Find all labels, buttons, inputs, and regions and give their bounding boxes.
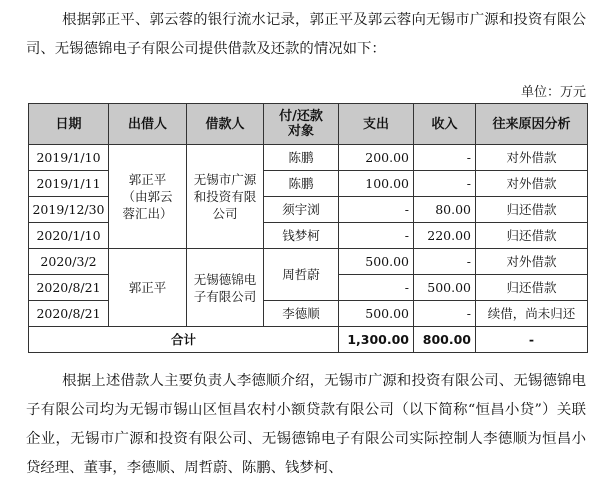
cell-in: - bbox=[414, 145, 476, 171]
second-paragraph-text: 根据上述借款人主要负责人李德顺介绍，无锡市广源和投资有限公司、无锡德锦电子有限公司均为无锡市锡山区恒昌农村小额贷款有限公司（以下简称“恒昌小贷”）关联企业，无锡市广源和投资有限公司、无锡德锦电子有限公司实际控制人李德顺为恒昌小贷经理、董事，李德顺、周哲蔚、陈鹏、钱梦柯、 bbox=[26, 373, 586, 476]
cell-date: 2020/8/21 bbox=[29, 301, 109, 327]
total-label: 合计 bbox=[29, 327, 339, 353]
total-in: 800.00 bbox=[414, 327, 476, 353]
cell-counterparty: 陈鹏 bbox=[264, 171, 339, 197]
cell-out: 500.00 bbox=[339, 249, 414, 275]
borrower-text: 无锡德锦电子有限公司 bbox=[193, 271, 257, 304]
cell-out: 200.00 bbox=[339, 145, 414, 171]
cell-reason: 对外借款 bbox=[476, 249, 588, 275]
cell-counterparty: 陈鹏 bbox=[264, 145, 339, 171]
intro-paragraph-text: 根据郭正平、郭云蓉的银行流水记录，郭正平及郭云蓉向无锡市广源和投资有限公司、无锡德锦电子有限公司提供借款及还款的情况如下： bbox=[26, 12, 586, 57]
header-counterparty bbox=[264, 104, 339, 145]
cell-in: 80.00 bbox=[414, 197, 476, 223]
unit-note: 单位：万元 bbox=[520, 85, 586, 100]
total-reason: - bbox=[476, 327, 588, 353]
loan-table bbox=[28, 103, 588, 353]
cell-date: 2020/1/10 bbox=[29, 223, 109, 249]
header-in: 收入 bbox=[414, 104, 476, 145]
cell-counterparty: 李德顺 bbox=[264, 301, 339, 327]
table-row bbox=[29, 145, 588, 171]
header-reason: 往来原因分析 bbox=[476, 104, 588, 145]
cell-reason: 对外借款 bbox=[476, 171, 588, 197]
cell-counterparty: 钱梦柯 bbox=[264, 223, 339, 249]
cell-borrower bbox=[187, 145, 264, 249]
cell-in: - bbox=[414, 171, 476, 197]
total-row bbox=[29, 327, 588, 353]
cell-counterparty: 周哲蔚 bbox=[264, 249, 339, 301]
cell-date: 2020/3/2 bbox=[29, 249, 109, 275]
header-out: 支出 bbox=[339, 104, 414, 145]
cell-out: - bbox=[339, 197, 414, 223]
cell-borrower bbox=[187, 249, 264, 327]
header-counterparty-text: 付/还款对象 bbox=[279, 109, 323, 139]
cell-counterparty: 须宇浏 bbox=[264, 197, 339, 223]
cell-out: 500.00 bbox=[339, 301, 414, 327]
cell-date: 2020/8/21 bbox=[29, 275, 109, 301]
total-out: 1,300.00 bbox=[339, 327, 414, 353]
cell-in: - bbox=[414, 301, 476, 327]
header-lender: 出借人 bbox=[109, 104, 187, 145]
table-header-row bbox=[29, 104, 588, 145]
cell-lender: 郭正平 bbox=[109, 249, 187, 327]
cell-reason: 续借，尚未归还 bbox=[476, 301, 588, 327]
cell-date: 2019/1/10 bbox=[29, 145, 109, 171]
cell-out: 100.00 bbox=[339, 171, 414, 197]
cell-in: - bbox=[414, 249, 476, 275]
header-date: 日期 bbox=[29, 104, 109, 145]
cell-date: 2019/1/11 bbox=[29, 171, 109, 197]
cell-reason: 归还借款 bbox=[476, 223, 588, 249]
borrower-text: 无锡市广源和投资有限公司 bbox=[193, 172, 257, 221]
intro-paragraph bbox=[26, 6, 586, 64]
second-paragraph bbox=[26, 367, 586, 483]
cell-reason: 对外借款 bbox=[476, 145, 588, 171]
cell-reason: 归还借款 bbox=[476, 275, 588, 301]
lender-text: 郭正平（由郭云蓉汇出） bbox=[122, 172, 173, 221]
cell-out: - bbox=[339, 275, 414, 301]
header-borrower: 借款人 bbox=[187, 104, 264, 145]
cell-date: 2019/12/30 bbox=[29, 197, 109, 223]
table-row bbox=[29, 249, 588, 275]
cell-in: 220.00 bbox=[414, 223, 476, 249]
cell-out: - bbox=[339, 223, 414, 249]
cell-lender bbox=[109, 145, 187, 249]
cell-reason: 归还借款 bbox=[476, 197, 588, 223]
cell-in: 500.00 bbox=[414, 275, 476, 301]
